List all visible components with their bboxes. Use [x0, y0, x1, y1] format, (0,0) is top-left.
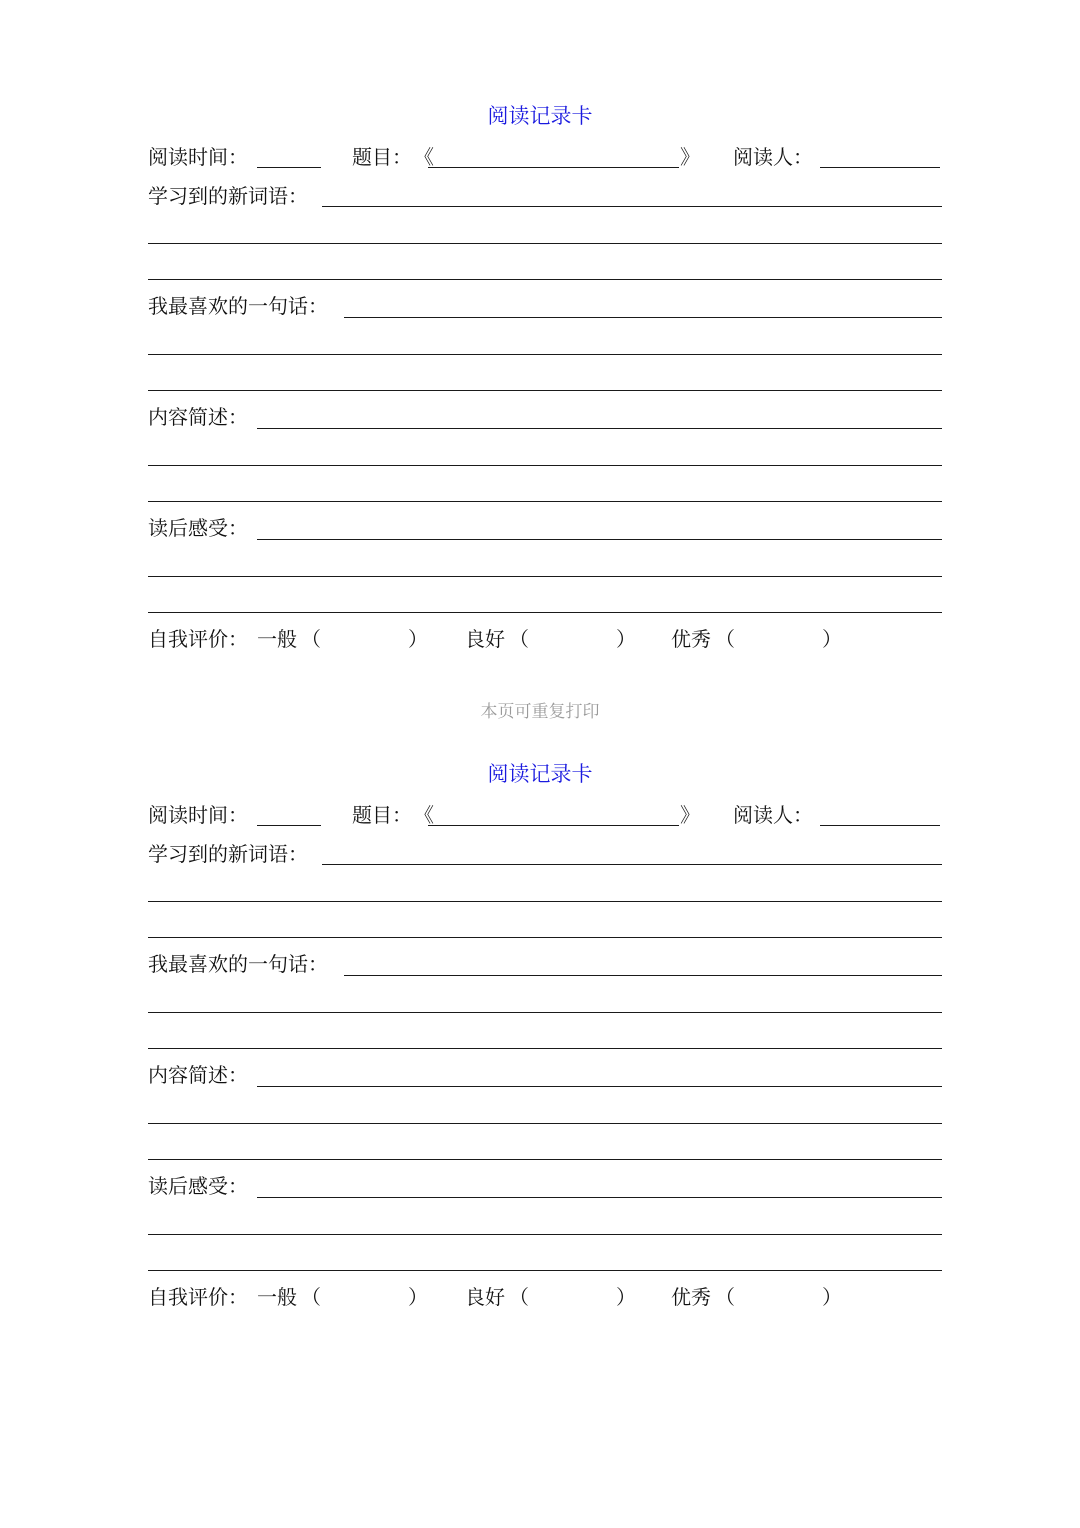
topic-field[interactable] — [428, 825, 679, 826]
new-words-field[interactable] — [322, 206, 942, 207]
new-words-line[interactable] — [148, 279, 942, 280]
new-words-line[interactable] — [148, 901, 942, 902]
summary-label: 内容简述： — [148, 405, 248, 429]
new-words-line[interactable] — [148, 937, 942, 938]
summary-line[interactable] — [148, 501, 942, 502]
eval-paren-open: （ — [509, 1285, 529, 1309]
close-book-quote: 》 — [680, 803, 700, 827]
close-book-quote: 》 — [680, 145, 700, 169]
summary-field[interactable] — [257, 1086, 942, 1087]
reflection-field[interactable] — [257, 1197, 942, 1198]
topic-field[interactable] — [428, 167, 679, 168]
reader-label: 阅读人： — [733, 803, 813, 827]
eval-option-average: 一般 — [257, 627, 297, 651]
reading-time-label: 阅读时间： — [148, 803, 248, 827]
favorite-sentence-line[interactable] — [148, 1048, 942, 1049]
reflection-line[interactable] — [148, 1234, 942, 1235]
eval-paren-open: （ — [509, 627, 529, 651]
reader-label: 阅读人： — [733, 145, 813, 169]
eval-checkbox-average[interactable] — [326, 626, 406, 652]
eval-paren-close: ） — [822, 1285, 842, 1309]
eval-paren-close: ） — [408, 627, 428, 651]
eval-option-excellent: 优秀 — [671, 1285, 711, 1309]
reading-card — [0, 658, 1080, 1309]
summary-line[interactable] — [148, 465, 942, 466]
eval-paren-close: ） — [616, 1285, 636, 1309]
new-words-label: 学习到的新词语： — [148, 842, 308, 866]
eval-option-good: 良好 — [465, 1285, 505, 1309]
reading-card — [0, 0, 1080, 651]
new-words-field[interactable] — [322, 864, 942, 865]
topic-label: 题目： — [352, 145, 412, 169]
eval-paren-open: （ — [301, 627, 321, 651]
open-book-quote: 《 — [414, 145, 434, 169]
favorite-sentence-field[interactable] — [344, 975, 942, 976]
self-eval-label: 自我评价： — [148, 627, 248, 651]
summary-label: 内容简述： — [148, 1063, 248, 1087]
reflection-line[interactable] — [148, 1270, 942, 1271]
new-words-line[interactable] — [148, 243, 942, 244]
summary-line[interactable] — [148, 1123, 942, 1124]
summary-field[interactable] — [257, 428, 942, 429]
card-title: 阅读记录卡 — [487, 762, 593, 786]
reader-field[interactable] — [820, 825, 940, 826]
new-words-label: 学习到的新词语： — [148, 184, 308, 208]
reflection-line[interactable] — [148, 612, 942, 613]
eval-paren-close: ） — [616, 627, 636, 651]
reading-time-field[interactable] — [257, 825, 321, 826]
open-book-quote: 《 — [414, 803, 434, 827]
eval-checkbox-average[interactable] — [326, 1284, 406, 1310]
reading-time-field[interactable] — [257, 167, 321, 168]
favorite-sentence-label: 我最喜欢的一句话： — [148, 952, 328, 976]
favorite-sentence-line[interactable] — [148, 354, 942, 355]
reading-time-label: 阅读时间： — [148, 145, 248, 169]
reflection-line[interactable] — [148, 576, 942, 577]
eval-option-good: 良好 — [465, 627, 505, 651]
favorite-sentence-line[interactable] — [148, 390, 942, 391]
favorite-sentence-field[interactable] — [344, 317, 942, 318]
reflection-label: 读后感受： — [148, 1174, 248, 1198]
summary-line[interactable] — [148, 1159, 942, 1160]
reader-field[interactable] — [820, 167, 940, 168]
eval-paren-close: ） — [822, 627, 842, 651]
eval-paren-open: （ — [301, 1285, 321, 1309]
eval-checkbox-good[interactable] — [534, 626, 614, 652]
eval-checkbox-good[interactable] — [534, 1284, 614, 1310]
reprint-note: 本页可重复打印 — [480, 702, 600, 722]
eval-checkbox-excellent[interactable] — [740, 626, 820, 652]
reflection-field[interactable] — [257, 539, 942, 540]
eval-paren-close: ） — [408, 1285, 428, 1309]
card-title: 阅读记录卡 — [487, 104, 593, 128]
eval-checkbox-excellent[interactable] — [740, 1284, 820, 1310]
eval-paren-open: （ — [715, 627, 735, 651]
favorite-sentence-label: 我最喜欢的一句话： — [148, 294, 328, 318]
eval-option-excellent: 优秀 — [671, 627, 711, 651]
eval-paren-open: （ — [715, 1285, 735, 1309]
self-eval-label: 自我评价： — [148, 1285, 248, 1309]
topic-label: 题目： — [352, 803, 412, 827]
favorite-sentence-line[interactable] — [148, 1012, 942, 1013]
eval-option-average: 一般 — [257, 1285, 297, 1309]
reflection-label: 读后感受： — [148, 516, 248, 540]
